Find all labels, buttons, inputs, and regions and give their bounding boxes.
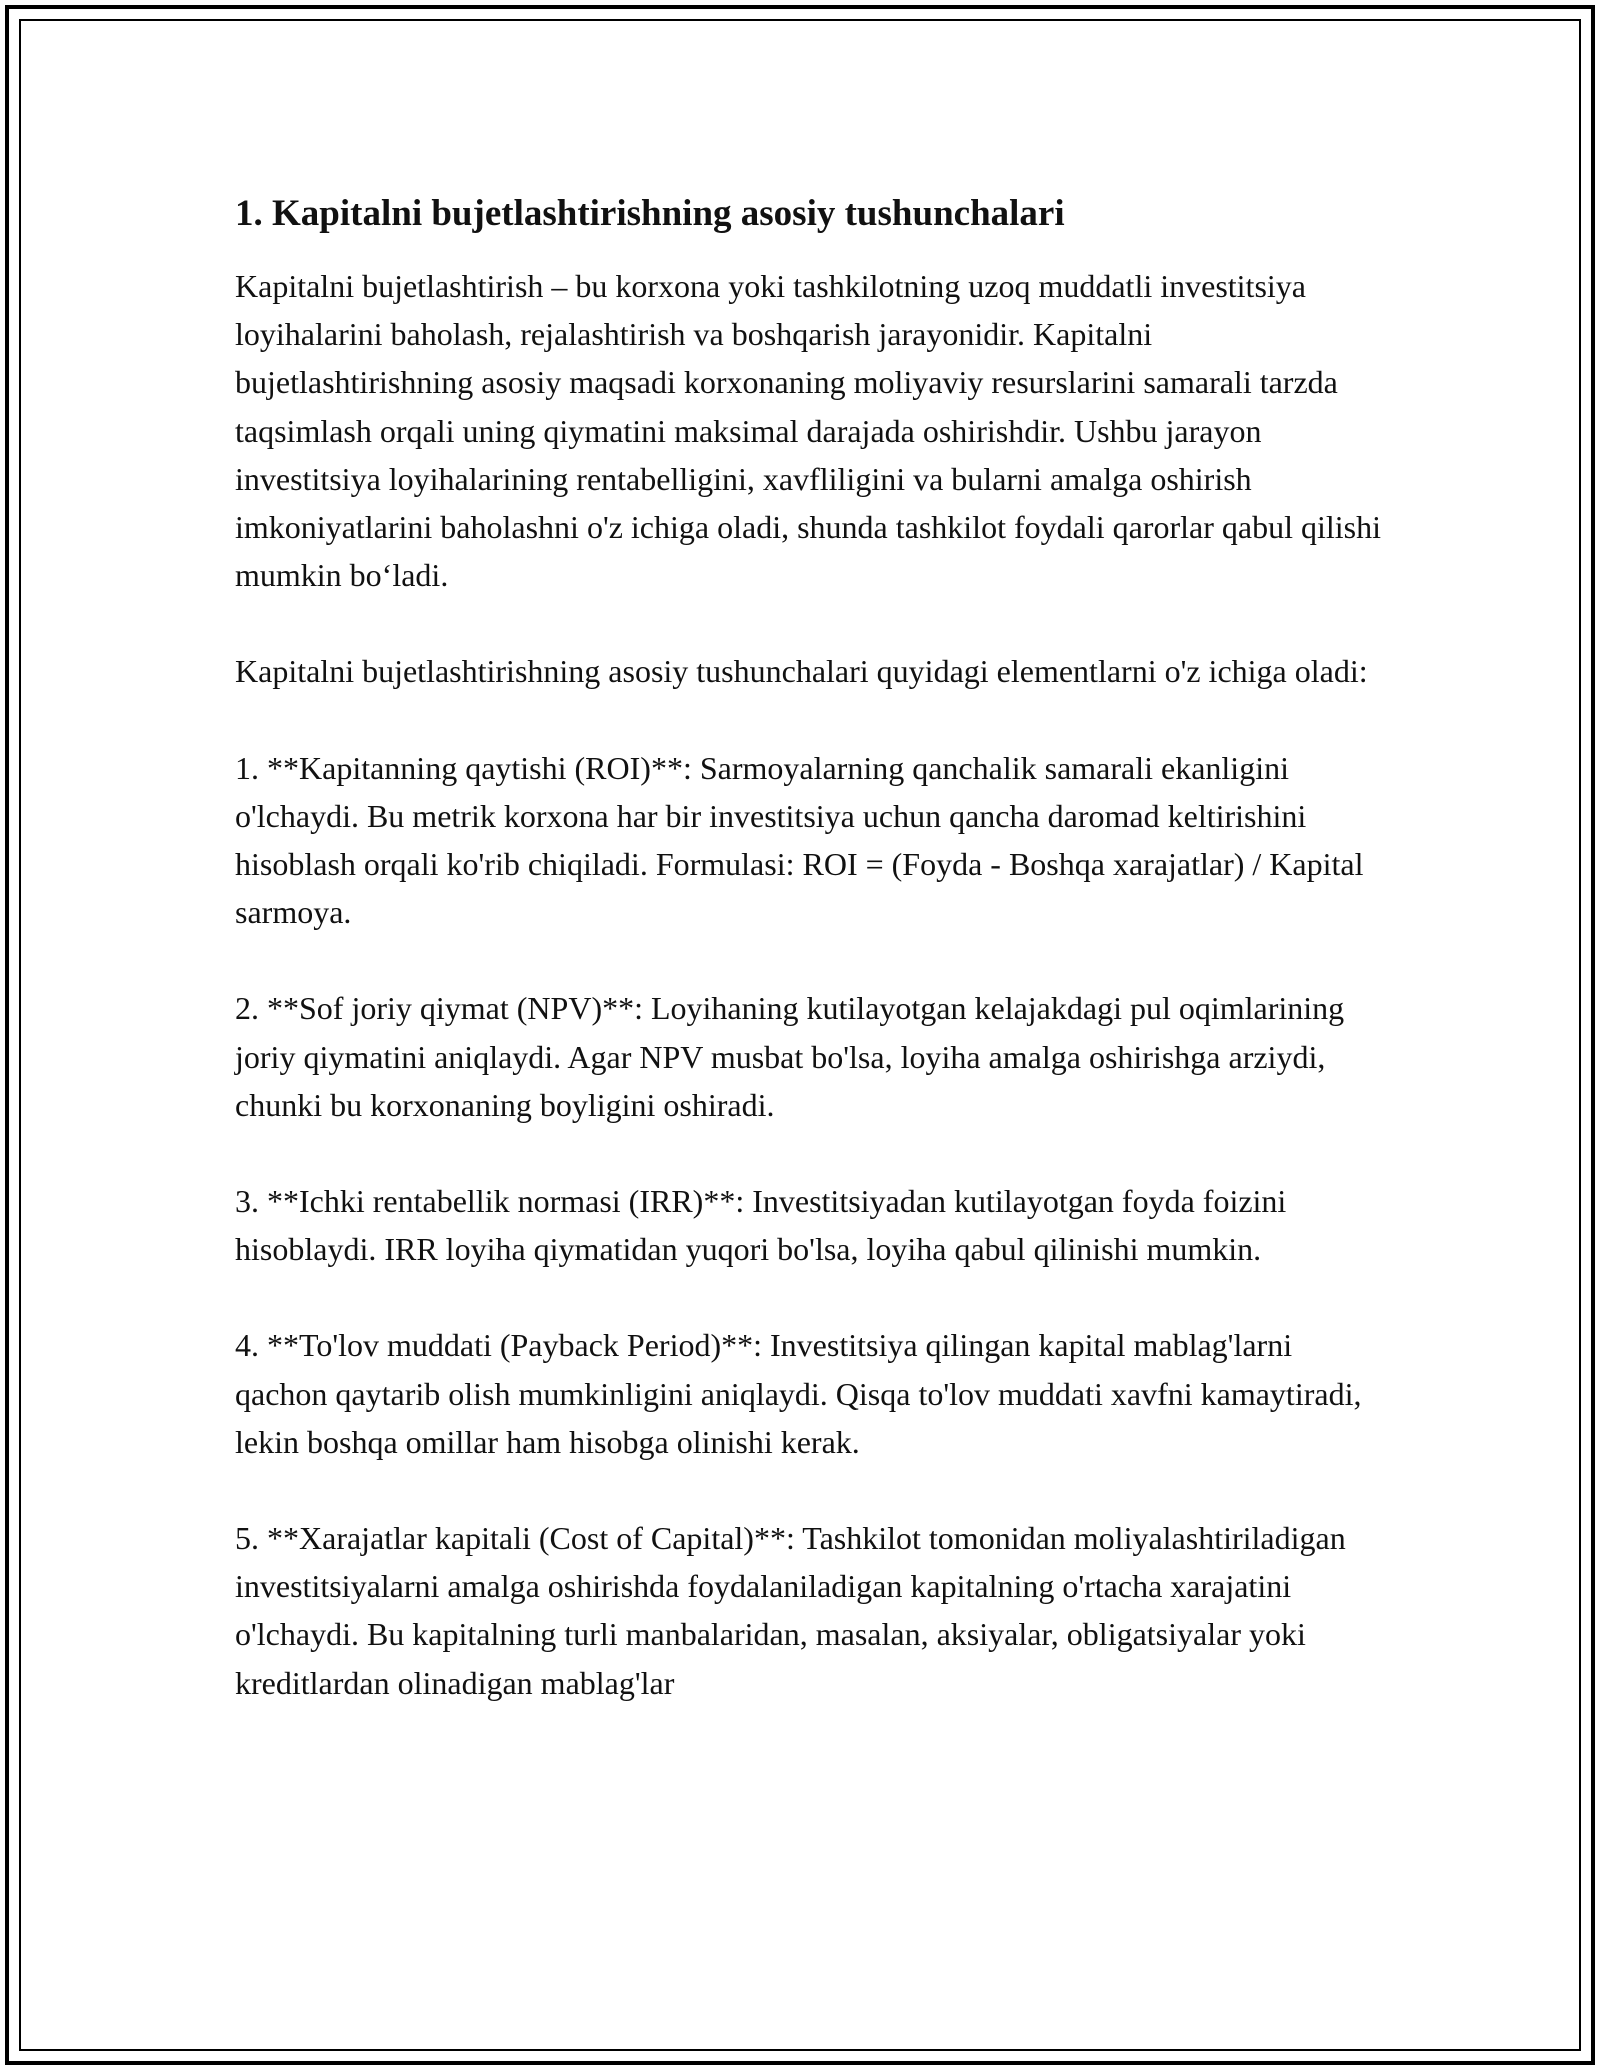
paragraph-intro: Kapitalni bujetlashtirish – bu korxona yoki tashkilotning uzoq muddatli investitsiya loyihalarini baholash, rejalashtirish va boshqarish jarayonidir. Kapitalni bujetlashtirishning asosiy maqsadi korxonaning moliyaviy resurslarini samarali tarzda taqsimlash orqali uning qiymatini maksimal darajada oshirishdir. Ushbu jarayon investitsiya loyihalarining rentabelligini, xavfliligini va bularni amalga oshirish imkoniyatlarini baholashni o'z ichiga oladi, shunda tashkilot foydali qarorlar qabul qilishi mumkin bo‘ladi.: [235, 268, 1381, 594]
paragraph-concepts-lead: Kapitalni bujetlashtirishning asosiy tushunchalari quyidagi elementlarni o'z ichiga oladi:: [235, 653, 1368, 690]
paragraph-cost-of-capital: 5. **Xarajatlar kapitali (Cost of Capital)**: Tashkilot tomonidan moliyalashtiriladigan investitsiyalarni amalga oshirishda foydalaniladigan kapitalning o'rtacha xarajatini o'lchaydi. Bu kapitalning turli manbalaridan, masalan, aksiyalar, obligatsiyalar yoki kreditlardan olinadigan mablag'lar: [235, 1520, 1346, 1701]
paragraph-npv: 2. **Sof joriy qiymat (NPV)**: Loyihaning kutilayotgan kelajakdagi pul oqimlarining joriy qiymatini aniqlaydi. Agar NPV musbat bo'lsa, loyiha amalga oshirishga arziydi, chunki bu korxonaning boyligini oshiradi.: [235, 990, 1345, 1123]
paragraph-payback: 4. **To'lov muddati (Payback Period)**: Investitsiya qilingan kapital mablag'larni qachon qaytarib olish mumkinligini aniqlaydi. Qisqa to'lov muddati xavfni kamaytiradi, lekin boshqa omillar ham hisobga olinishi kerak.: [235, 1327, 1362, 1460]
paragraph-roi: 1. **Kapitanning qaytishi (ROI)**: Sarmoyalarning qanchalik samarali ekanligini o'lchaydi. Bu metrik korxona har bir investitsiya uchun qancha daromad keltirishini hisoblash orqali ko'rib chiqiladi. Formulasi: ROI = (Foyda - Boshqa xarajatlar) / Kapital sarmoya.: [235, 749, 1364, 931]
section-heading: 1. Kapitalni bujetlashtirishning asosiy tushunchalari: [235, 193, 1065, 234]
document-body: [235, 188, 1385, 1707]
paragraph-irr: 3. **Ichki rentabellik normasi (IRR)**: Investitsiyadan kutilayotgan foyda foizini hisoblaydi. IRR loyiha qiymatidan yuqori bo'lsa, loyiha qabul qilinishi mumkin.: [235, 1183, 1287, 1268]
